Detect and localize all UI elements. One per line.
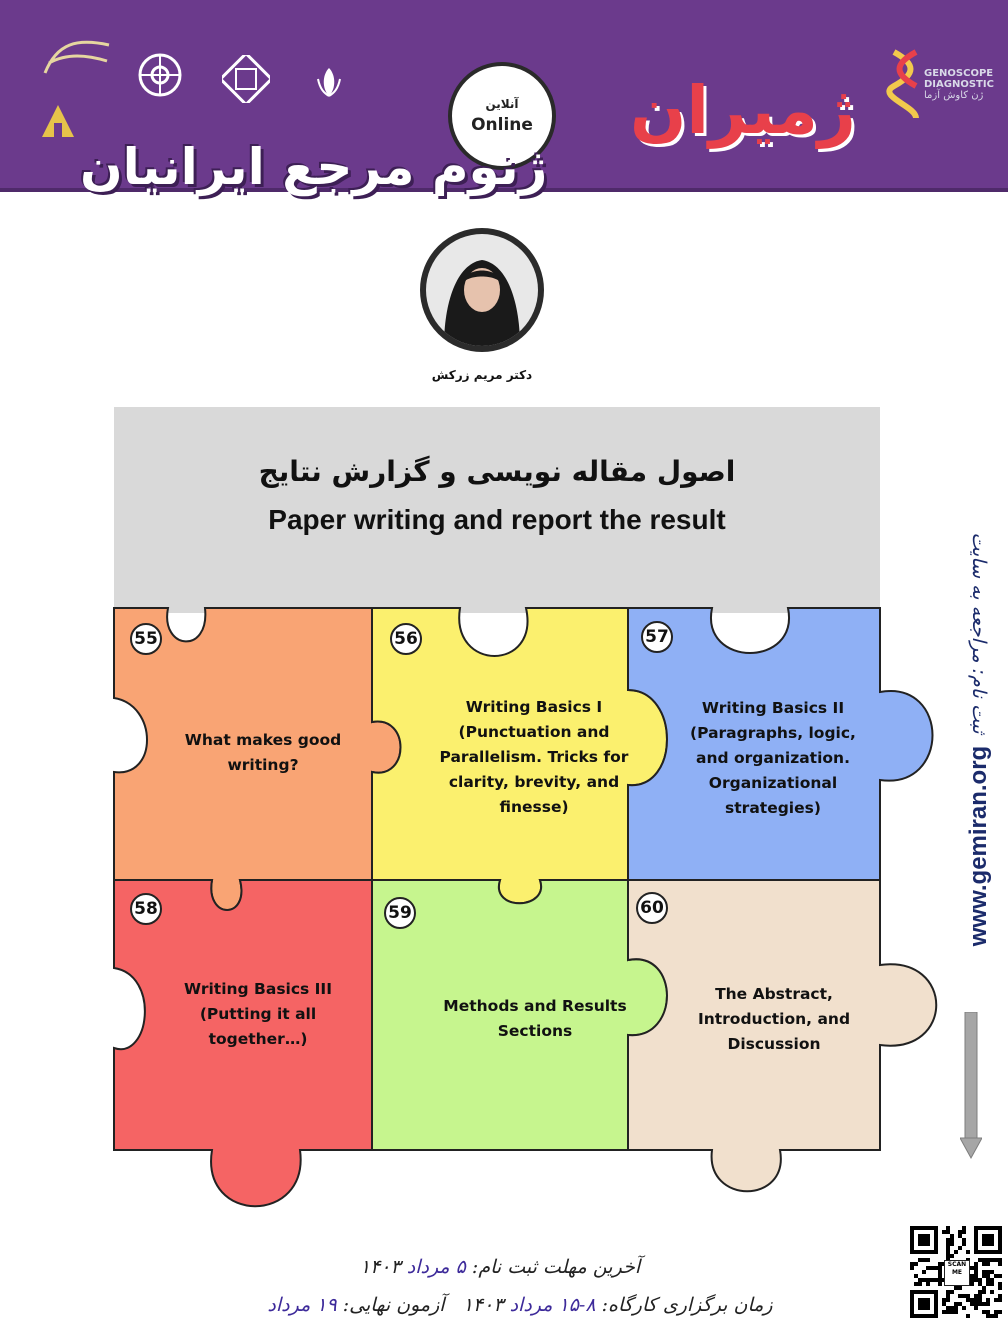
piece-number-59: 59 — [384, 897, 416, 929]
deadline-value: ۵ مرداد — [406, 1256, 466, 1278]
piece-text-58: Writing Basics III (Putting it all together…) — [184, 980, 332, 1048]
online-label-fa: آنلاین — [485, 97, 519, 111]
register-text: ثبت نام: مراجعه به سایت — [968, 532, 990, 734]
website-link[interactable]: www.gemiran.org — [965, 745, 992, 947]
deadline-line — [150, 1256, 850, 1278]
piece-text-56: Writing Basics I (Punctuation and Parallelism. Tricks for clarity, brevity, and finesse) — [439, 698, 629, 816]
brand-title: ژمیران — [630, 72, 856, 149]
scan-me-label: SCAN ME — [944, 1260, 970, 1286]
piece-number-57: 57 — [641, 621, 673, 653]
piece-text-60: The Abstract, Introduction, and Discussion — [697, 985, 851, 1053]
schedule-line — [170, 1294, 870, 1316]
title-fa: اصول مقاله نویسی و گزارش نتایج — [258, 455, 736, 488]
online-label-en: Online — [471, 115, 533, 135]
arrow-down-icon — [960, 1012, 982, 1160]
piece-text-57: Writing Basics II (Paragraphs, logic, and organization. Organizational strategies) — [690, 699, 856, 817]
side-panel — [960, 502, 1000, 982]
genoscope-line1: GENOSCOPE — [924, 68, 994, 79]
workshop-value: ۸-۱۵ مرداد — [509, 1294, 596, 1316]
piece-number-56: 56 — [390, 623, 422, 655]
qr-code[interactable] — [910, 1226, 1002, 1318]
exam-value: ۱۹ مرداد — [267, 1294, 337, 1316]
piece-number-60: 60 — [636, 892, 668, 924]
piece-number-55: 55 — [130, 623, 162, 655]
deadline-year: ۱۴۰۳ — [359, 1256, 401, 1278]
workshop-year: ۱۴۰۳ — [462, 1294, 504, 1316]
genoscope-line2: DIAGNOSTIC — [924, 79, 994, 90]
exam-label: آزمون نهایی: — [342, 1294, 445, 1316]
piece-text-55: What makes good writing? — [184, 731, 342, 774]
deadline-label: آخرین مهلت ثبت نام: — [471, 1256, 641, 1278]
workshop-label: زمان برگزاری کارگاه: — [601, 1294, 773, 1316]
piece-number-58: 58 — [130, 893, 162, 925]
piece-text-59: Methods and Results Sections — [443, 997, 627, 1040]
brand-subtitle: ژنوم مرجع ایرانیان — [80, 138, 548, 196]
speaker-name: دکتر مریم زرکش — [431, 368, 533, 382]
genoscope-line3: ژن کاوش آزما — [924, 90, 984, 101]
title-en: Paper writing and report the result — [268, 504, 726, 535]
